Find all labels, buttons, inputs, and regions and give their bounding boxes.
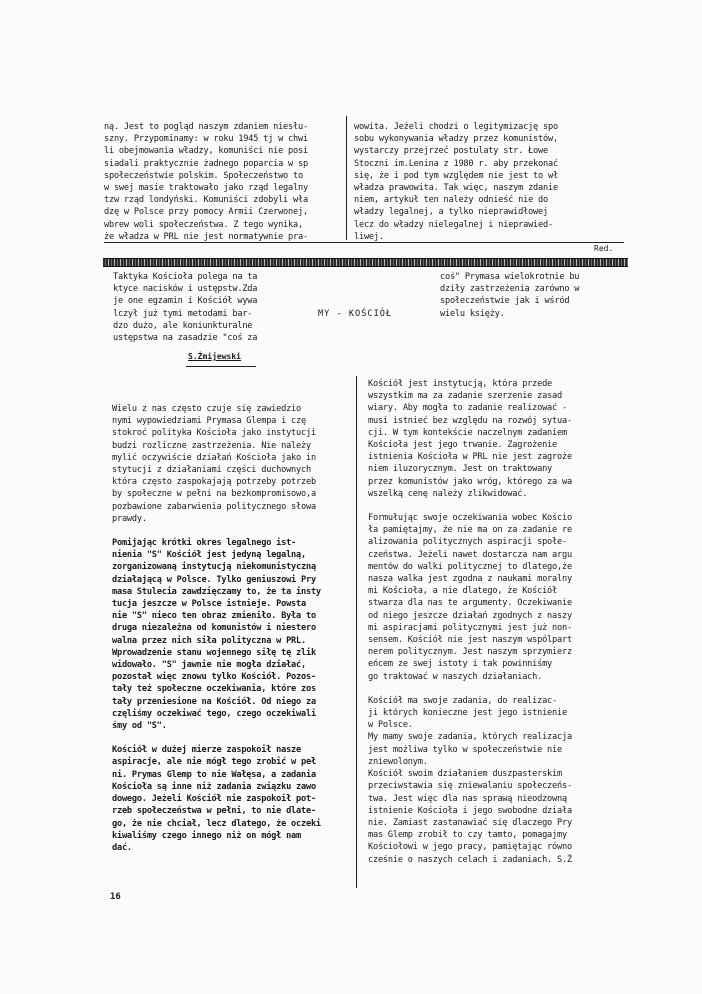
text-line: Wprowadzenie stanu wojennego siłę tę zlik (112, 647, 316, 658)
text-line: wszystkim ma za zadanie szerzenie zasad (368, 391, 562, 402)
text-line: lecz do władzy nielegalnej i nieprawied- (354, 219, 553, 230)
text-line: stytucji z działaniami części duchownych (112, 465, 311, 476)
article-column-right (368, 378, 572, 878)
text-line: pozostał więc znowu tylko Kościół. Pozos- (112, 672, 316, 683)
text-line: tzw rząd londyński. Komuniści zdobyli wła (104, 195, 308, 206)
text-line: widowało. "S" jawnie nie mogła działać, (112, 660, 306, 671)
text-line: ustępstwa na zasadzie "coś za (113, 333, 258, 344)
paragraph (112, 537, 321, 732)
text-line: dowego. Jeżeli Kościół nie zaspokoił pot- (112, 794, 316, 805)
text-line: prawdy. (112, 513, 147, 524)
text-line: pozbawione zabarwienia politycznego słowa (112, 501, 316, 512)
text-line: społeczeństwie jak i wśród (440, 296, 570, 307)
text-line: nymi wypowiedziami Prymasa Glempa i czę (112, 416, 306, 427)
text-line: li obejmowania władzy, komuniści nie posi (104, 146, 308, 157)
text-line: władzy legalnej, a tylko nieprawidłowej (354, 207, 548, 218)
text-line: tały też społeczne oczekiwania, które zos (112, 684, 316, 695)
text-line: że władza w PRL nie jest normatywnie pra- (104, 231, 308, 242)
text-line: od niego jeszcze działań zgodnych z naszy (368, 610, 572, 621)
text-line: szny. Przypominamy: w roku 1945 tj w chwi (104, 134, 308, 145)
text-line: działającą w Polsce. Tylko geniuszowi Pry (112, 574, 316, 585)
text-line: która często zaspokajają potrzeby potrzeb (112, 477, 316, 488)
text-line: stokroć polityka Kościoła jako instytucji (112, 428, 316, 439)
text-line: lczył już tymi metodami bar- (113, 308, 253, 319)
text-line: Kościół w dużej mierze zaspokoił nasze (112, 745, 302, 756)
text-line: czeństwa. Jeżeli nawet dostarcza nam argu (368, 549, 572, 560)
top-column-divider (346, 116, 347, 240)
text-line: alizowania politycznych aspiracji społe- (368, 537, 567, 548)
text-line: ła pamiętajmy, że nie ma on za zadanie re (368, 525, 572, 536)
text-line: cji. W tym kontekście naczelnym zadaniem (368, 427, 567, 438)
text-line: masa Stulecia zawdzięczamy to, że ta insty (112, 586, 321, 597)
article-author: S.Żmijewski (188, 352, 241, 361)
text-line: Kościoła jest jego trwanie. Zagrożenie (368, 440, 558, 451)
text-line: władza prawowita. Tak więc, naszym zdanie (354, 183, 558, 194)
text-line: Wielu z nas często czuje się zawiedzio (112, 404, 302, 414)
text-line: Kościołowi w jego pracy, pamiętając równo (368, 842, 572, 853)
text-line: nie. Zamiast zastanawiać się dlaczego Pry (368, 817, 572, 828)
text-line: wielu księży. (440, 308, 505, 319)
text-line: Taktyka Kościoła polega na ta (113, 272, 258, 282)
text-line: ktyce nacisków i ustępstw.Zda (113, 284, 258, 295)
text-line: przez komunistów jako wróg, którego za wa (368, 476, 572, 487)
paragraph (368, 512, 572, 683)
text-line: kiwaliśmy czego innego niż on mógł nam (112, 830, 302, 841)
text-line: dzę w Polsce przy pomocy Armii Czerwonej, (104, 207, 308, 218)
text-line: ji których konieczne jest jego istnienie (368, 708, 567, 719)
text-line: twa. Jest więc dla nas sprawą nieodzowną (368, 793, 567, 804)
text-line: wowita. Jeżeli chodzi o legitymizację spo (354, 122, 558, 132)
text-line: niem, artykuł ten należy odnieść nie do (354, 195, 548, 206)
text-line: w Polsce. (368, 720, 413, 731)
text-line: tucja jeszcze w Polsce istnieje. Powsta (112, 599, 306, 610)
text-line: Kościół jest instytucją, która przede (368, 379, 553, 389)
text-line: nerem politycznym. Jest naszym sprzymierz (368, 647, 572, 658)
text-line: Kościoła są inne niż zadania związku zawo (112, 781, 316, 792)
text-line: śmy od "S". (112, 721, 167, 732)
text-line: Kościół swoim działaniem duszpasterskim (368, 769, 562, 780)
text-line: walna przez nich siła polityczna w PRL. (112, 635, 306, 646)
text-line: siadali praktycznie żadnego poparcia w sp (104, 158, 308, 169)
article-title: MY - KOŚCIÓŁ (318, 309, 393, 319)
page-number: 16 (110, 892, 121, 902)
text-line: Stoczni im.Lenina z 1980 r. aby przekonać (354, 158, 558, 169)
text-line: musi istnieć bez względu na rozwój sytua- (368, 415, 572, 426)
text-line: wiary. Aby mogła to zadanie realizować - (368, 403, 567, 414)
text-line: Kościół ma swoje zadania, do realizac- (368, 695, 558, 706)
text-line: aspiracje, ale nie mógł tego zrobić w peł (112, 757, 316, 768)
text-line: niem iluzorycznym. Jest on traktowany (368, 464, 553, 475)
text-line: przeciwstawia się zniewalaniu społeczeńs- (368, 781, 572, 792)
top-section-bottom-rule (104, 242, 624, 243)
text-line: istnienie Kościoła i jego swobodne działa (368, 805, 572, 816)
text-line: sobu wykonywania władzy przez komunistów, (354, 134, 558, 145)
text-line: ną. Jest to pogląd naszym zdaniem niesłu- (104, 122, 308, 132)
author-rule (186, 366, 256, 367)
editor-signature: Red. (594, 244, 614, 253)
text-line: wbrew woli społeczeństwa. Z tego wynika, (104, 219, 303, 230)
text-line: nienia "S" Kościół jest jedyną legalną, (112, 550, 306, 561)
text-line: budzi rozliczne zastrzeżenia. Nie należy (112, 440, 311, 451)
text-line: istnienia Kościoła w PRL nie jest zagroże (368, 452, 572, 463)
article-column-left (112, 403, 321, 866)
top-left-column (104, 121, 308, 243)
text-line: dziły zastrzeżenia zarówno w (440, 284, 580, 295)
text-line: dać. (112, 842, 132, 853)
text-line: wszelką cenę należy zlikwidować. (368, 488, 528, 499)
text-line: by społeczne w pełni na bezkompromisowo,a (112, 489, 316, 500)
text-line: Formułując swoje oczekiwania wobec Kościo (368, 513, 572, 524)
text-line: go, że nie chciał, lecz dlatego, że oczeki (112, 818, 321, 829)
text-line: społeczeństwie polskim. Społeczeństwo to (104, 170, 303, 181)
text-line: liwej. (354, 231, 384, 242)
top-right-column (354, 121, 558, 243)
text-line: się, że i pod tym względem nie jest to wł (354, 170, 558, 181)
text-line: nasza walka jest zgodna z naukami moralny (368, 574, 572, 585)
text-line: je one egzamin i Kościół wywa (113, 296, 258, 307)
text-line: rzeb społeczeństwa w pełni, to nie dlate- (112, 806, 316, 817)
text-line: My mamy swoje zadania, których realizacja (368, 732, 572, 743)
text-line: druga niezależna od komunistów i niestero (112, 623, 316, 634)
text-line: mi aspiracjami politycznymi jest już non- (368, 622, 572, 633)
paragraph (112, 744, 321, 854)
text-line: mentów do walki politycznej to dlatego,że (368, 561, 572, 572)
paragraph (368, 378, 572, 500)
text-line: eńcem ze swej istoty i tak powinniśmy (368, 659, 553, 670)
intro-right-column (440, 271, 579, 320)
text-line: cześnie o naszych celach i zadaniach. S.Ż (368, 854, 572, 865)
text-line: Pomijając krótki okres legalnego ist- (112, 538, 297, 549)
text-line: mylić oczywiście działań Kościoła jako in (112, 452, 316, 463)
text-line: coś" Prymasa wielokrotnie bu (440, 272, 580, 282)
paragraph (368, 695, 572, 866)
text-line: sensem. Kościół nie jest naszym wspólpart (368, 635, 572, 646)
section-separator (103, 258, 628, 267)
text-line: stwarza dla nas te argumenty. Oczekiwanie (368, 598, 572, 609)
text-line: dzo dużo, ale koniunkturalne (113, 320, 253, 331)
text-line: zniewolonym. (368, 756, 428, 767)
text-line: nie "S" nieco ten obraz zmieniło. Była to (112, 611, 316, 622)
text-line: tały przeniesione na Kościół. Od niego za (112, 696, 316, 707)
text-line: mas Glemp zrobił to czy tamto, pomagajmy (368, 830, 567, 841)
text-line: wystarczy przejrzeć postulaty str. Łowe (354, 146, 548, 157)
article-column-divider (356, 376, 357, 888)
text-line: częliśmy oczekiwać tego, czego oczekiwali (112, 708, 316, 719)
text-line: jest możliwa tylko w społeczeństwie nie (368, 744, 562, 755)
text-line: go traktować w naszych działaniach. (368, 671, 543, 682)
intro-left-column (113, 271, 257, 344)
text-line: mi Kościoła, a nie dlatego, że Kościół (368, 586, 558, 597)
text-line: w swej masie traktowało jako rząd legalny (104, 183, 308, 194)
text-line: ni. Prymas Glemp to nie Wałęsa, a zadania (112, 769, 316, 780)
paragraph (112, 403, 321, 525)
text-line: zorganizowaną instytucją niekomunistyczną (112, 562, 316, 573)
